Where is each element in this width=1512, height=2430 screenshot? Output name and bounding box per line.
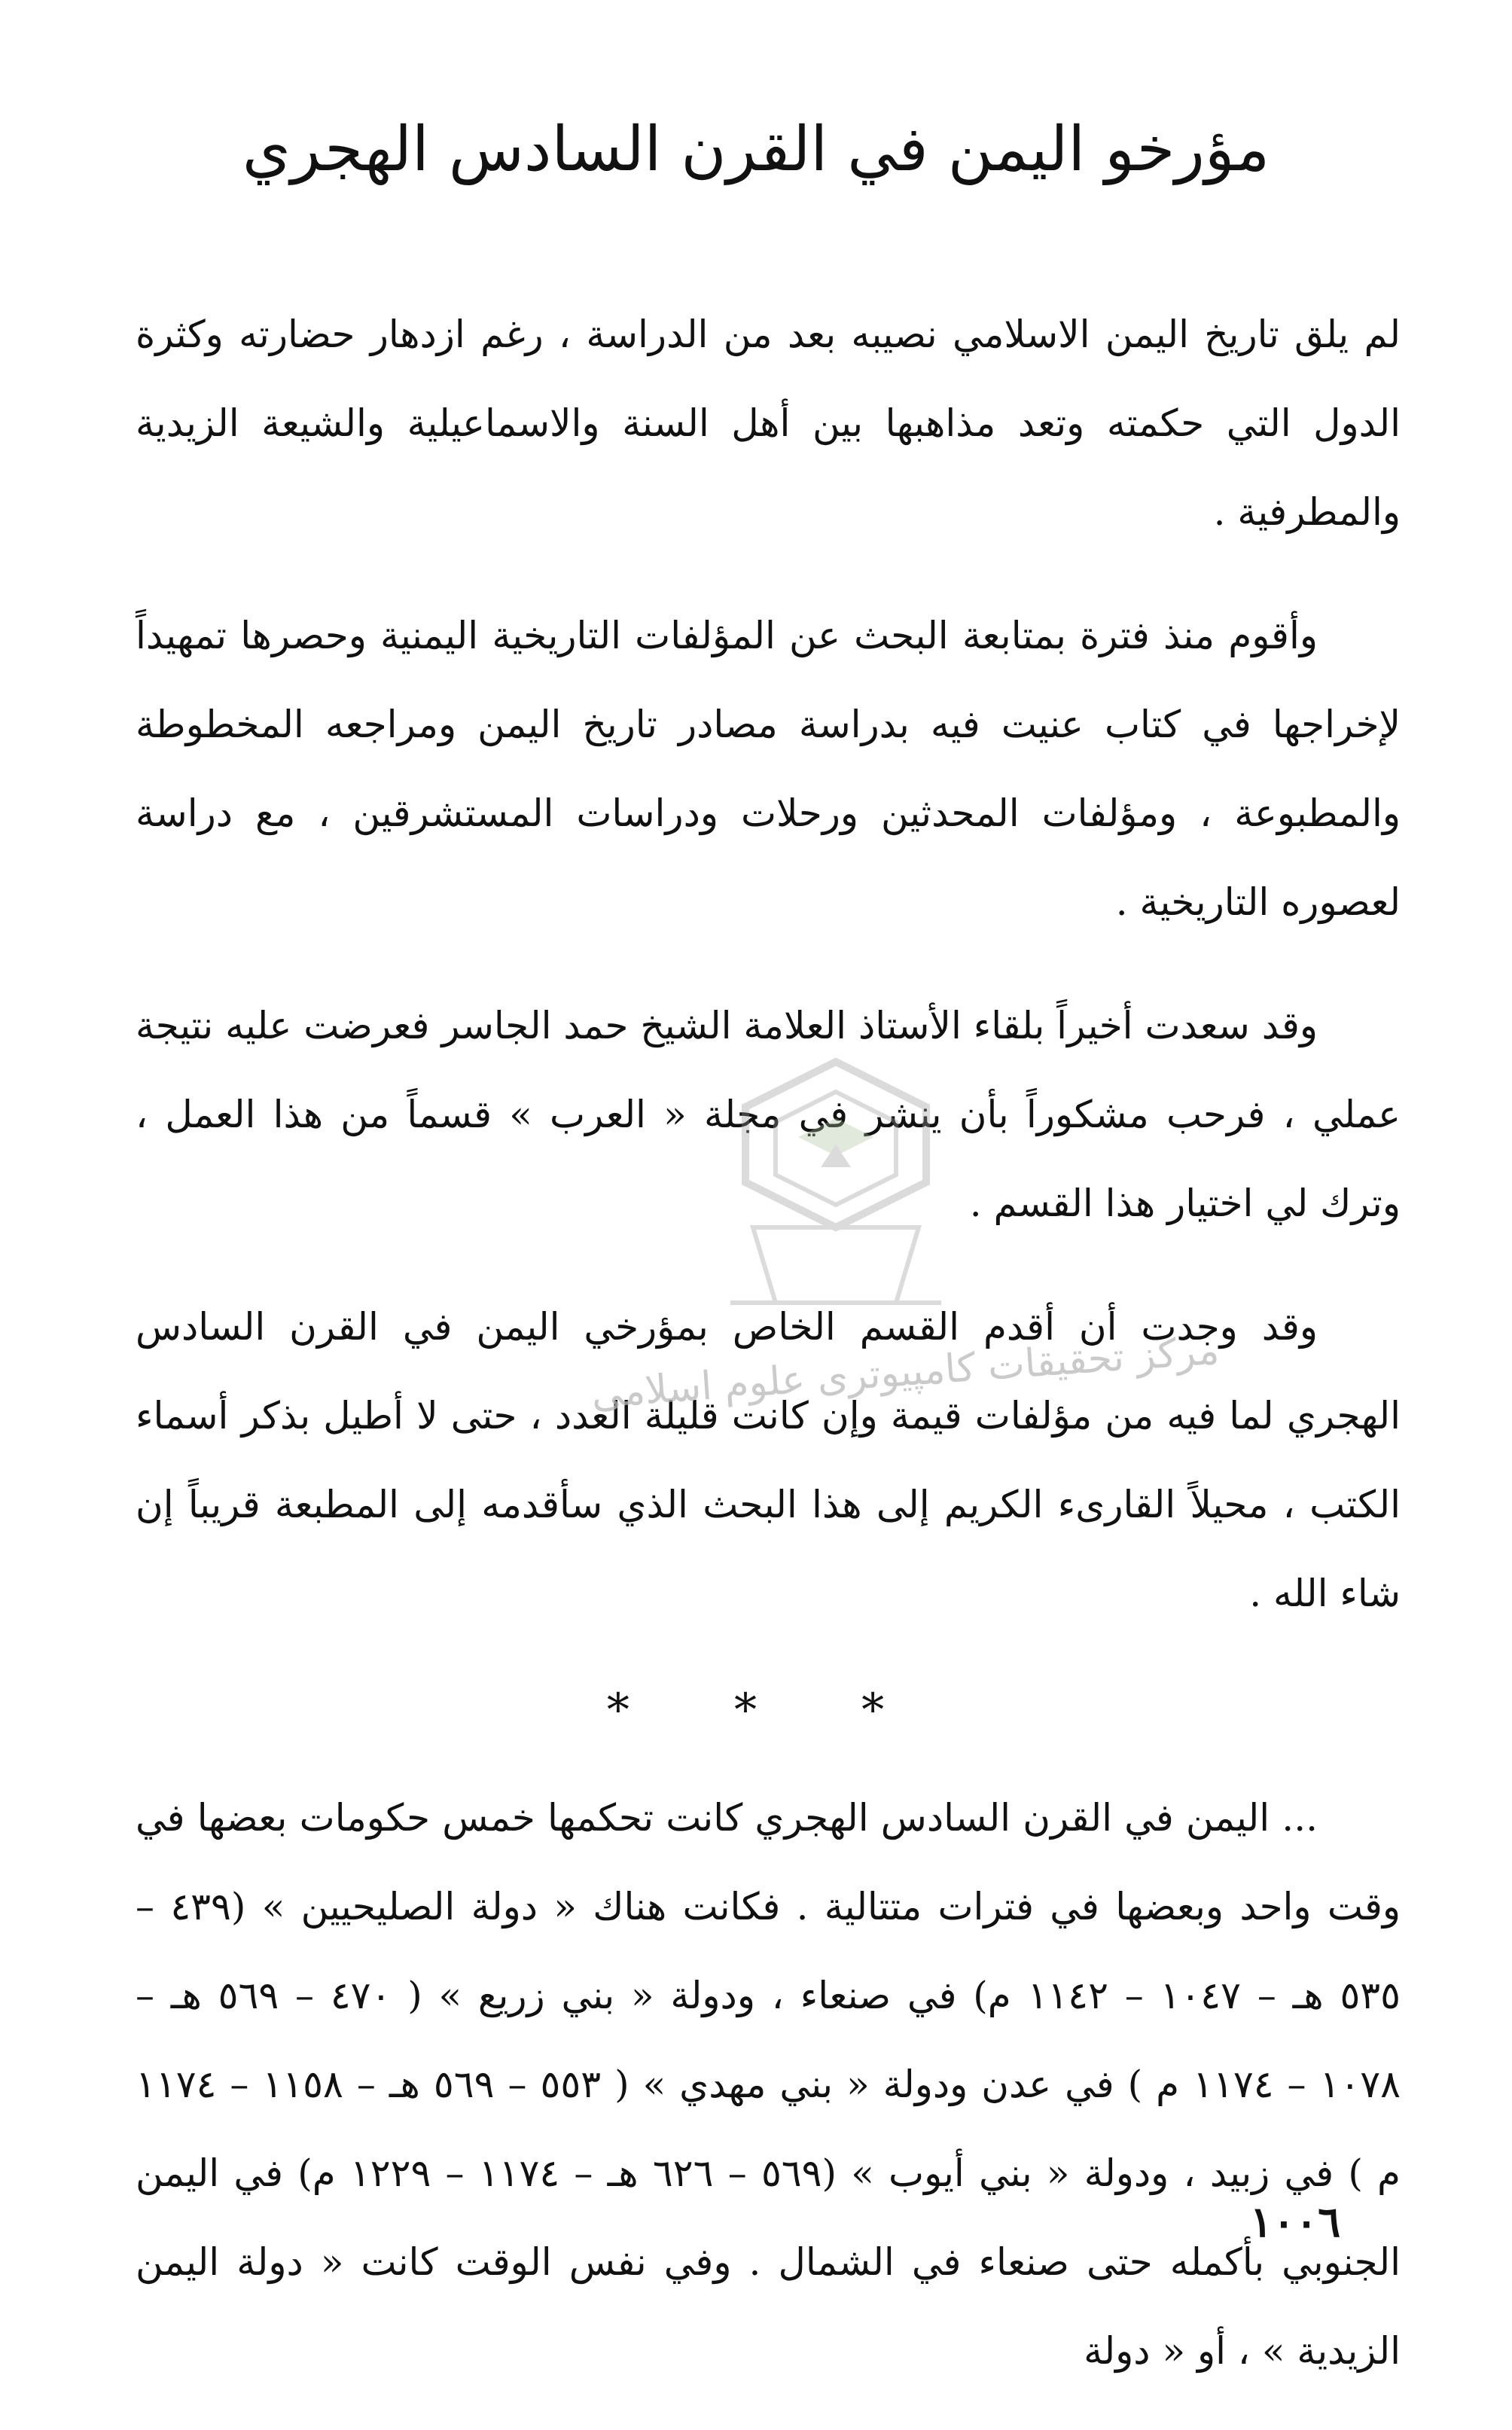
watermark-text: مرکز تحقیقات کامپیوتری علوم اسلامی: [590, 1328, 1221, 1417]
page-number: ١٠٠٦: [1249, 2197, 1341, 2247]
page-title: مؤرخو اليمن في القرن السادس الهجري: [242, 114, 1270, 185]
section-paragraph: ... اليمن في القرن السادس الهجري كانت تحكمها خمس حكومات بعضها في وقت واحد وبعضها في فترات متتالية . فكانت هناك « دولة الصليحيين » (٤٣٩ – ٥٣٥ هـ – ١٠٤٧ – ١١٤٢ م) في صنعاء ، ودولة « بني زريع » ( ٤٧٠ – ٥٦٩ هـ – ١٠٧٨ – ١١٧٤ م ) في عدن ودولة « بني مهدي » ( ٥٥٣ – ٥٦٩ هـ – ١١٥٨ – ١١٧٤ م ) في زبيد ، ودولة « بني أيوب » (٥٦٩ – ٦٢٦ هـ – ١١٧٤ – ١٢٢٩ م) في اليمن الجنوبي بأكمله حتى صنعاء في الشمال . وفي نفس الوقت كانت « دولة اليمن الزيدية » ، أو « دولة: [136, 1796, 1401, 2373]
paragraph-4: وقد وجدت أن أقدم القسم الخاص بمؤرخي اليمن في القرن السادس الهجري لما فيه من مؤلفات قيمة وإن كانت قليلة العدد ، حتى لا أطيل بذكر أسماء الكتب ، محيلاً القارىء الكريم إلى هذا البحث الذي سأقدمه إلى المطبعة قريباً إن شاء الله .: [136, 1305, 1401, 1615]
paragraph-3: وقد سعدت أخيراً بلقاء الأستاذ العلامة الشيخ حمد الجاسر فعرضت عليه نتيجة عملي ، فرحب مشكوراً بأن ينشر في مجلة « العرب » قسماً من هذا العمل ، وترك لي اختيار هذا القسم .: [136, 1004, 1401, 1225]
paragraph-1: لم يلق تاريخ اليمن الاسلامي نصيبه بعد من الدراسة ، رغم ازدهار حضارته وكثرة الدول التي حكمته وتعد مذاهبها بين أهل السنة والاسماعيلية والشيعة الزيدية والمطرفية .: [136, 313, 1401, 534]
paragraph-2: وأقوم منذ فترة بمتابعة البحث عن المؤلفات التاريخية اليمنية وحصرها تمهيداً لإخراجها في كتاب عنيت فيه بدراسة مصادر تاريخ اليمن ومراجعه المخطوطة والمطبوعة ، ومؤلفات المحدثين ورحلات ودراسات المستشرقين ، مع دراسة لعصوره التاريخية .: [136, 614, 1401, 924]
section-separator: * * *: [606, 1684, 930, 1736]
